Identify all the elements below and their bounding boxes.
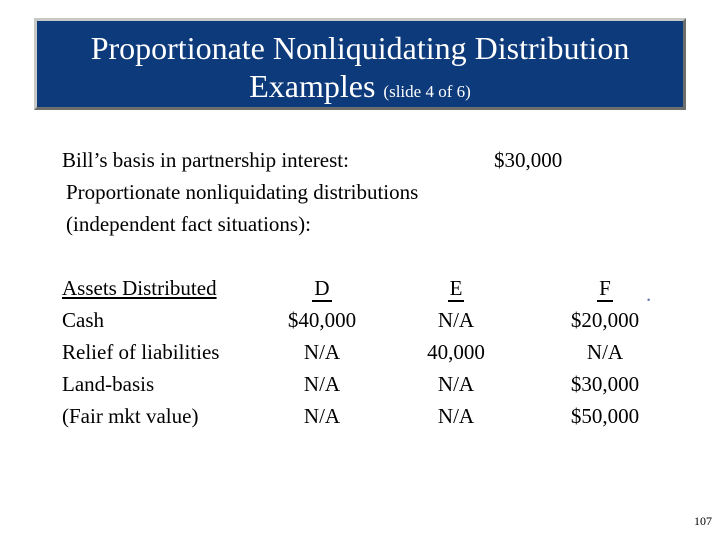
cell-cash-e: N/A — [437, 308, 475, 332]
cell-fmv-e: N/A — [437, 404, 475, 428]
column-d-label: D — [314, 276, 330, 300]
slide-title-line-2 — [37, 67, 683, 111]
row-label-cash: Cash — [62, 308, 104, 332]
basis-label: Bill’s basis in partnership interest: — [62, 148, 349, 172]
cell-liabilities-d: N/A — [303, 340, 341, 364]
table-header-e — [404, 274, 508, 302]
table-header-d — [270, 274, 374, 302]
column-f-label: F — [599, 276, 611, 300]
slide-title-line-1: Proportionate Nonliquidating Distribution — [90, 30, 630, 66]
intro-line-2: (independent fact situations): — [66, 212, 311, 236]
cell-cash-f: $20,000 — [570, 308, 640, 332]
basis-value: $30,000 — [494, 148, 563, 172]
cell-cash-d: $40,000 — [287, 308, 357, 332]
page-number: 107 — [694, 514, 712, 528]
cell-liabilities-e: 40,000 — [427, 340, 485, 364]
cell-liabilities-f: N/A — [586, 340, 624, 364]
table-header-f — [548, 274, 662, 302]
cell-land-basis-f: $30,000 — [570, 372, 640, 396]
cell-land-basis-d: N/A — [303, 372, 341, 396]
cell-fmv-f: $50,000 — [570, 404, 640, 428]
slide-title-box — [34, 18, 686, 110]
row-label-fair-market-value: (Fair mkt value) — [62, 404, 199, 428]
slide-title-counter: (slide 4 of 6) — [383, 82, 471, 101]
table-header-label: Assets Distributed — [62, 276, 217, 300]
intro-line-1: Proportionate nonliquidating distributions — [66, 180, 419, 204]
cell-fmv-d: N/A — [303, 404, 341, 428]
slide-title-main: Examples — [249, 68, 376, 104]
row-label-liabilities: Relief of liabilities — [62, 340, 220, 364]
trailing-dot: . — [646, 282, 652, 306]
cell-land-basis-e: N/A — [437, 372, 475, 396]
row-label-land-basis: Land-basis — [62, 372, 155, 396]
column-e-label: E — [449, 276, 463, 300]
